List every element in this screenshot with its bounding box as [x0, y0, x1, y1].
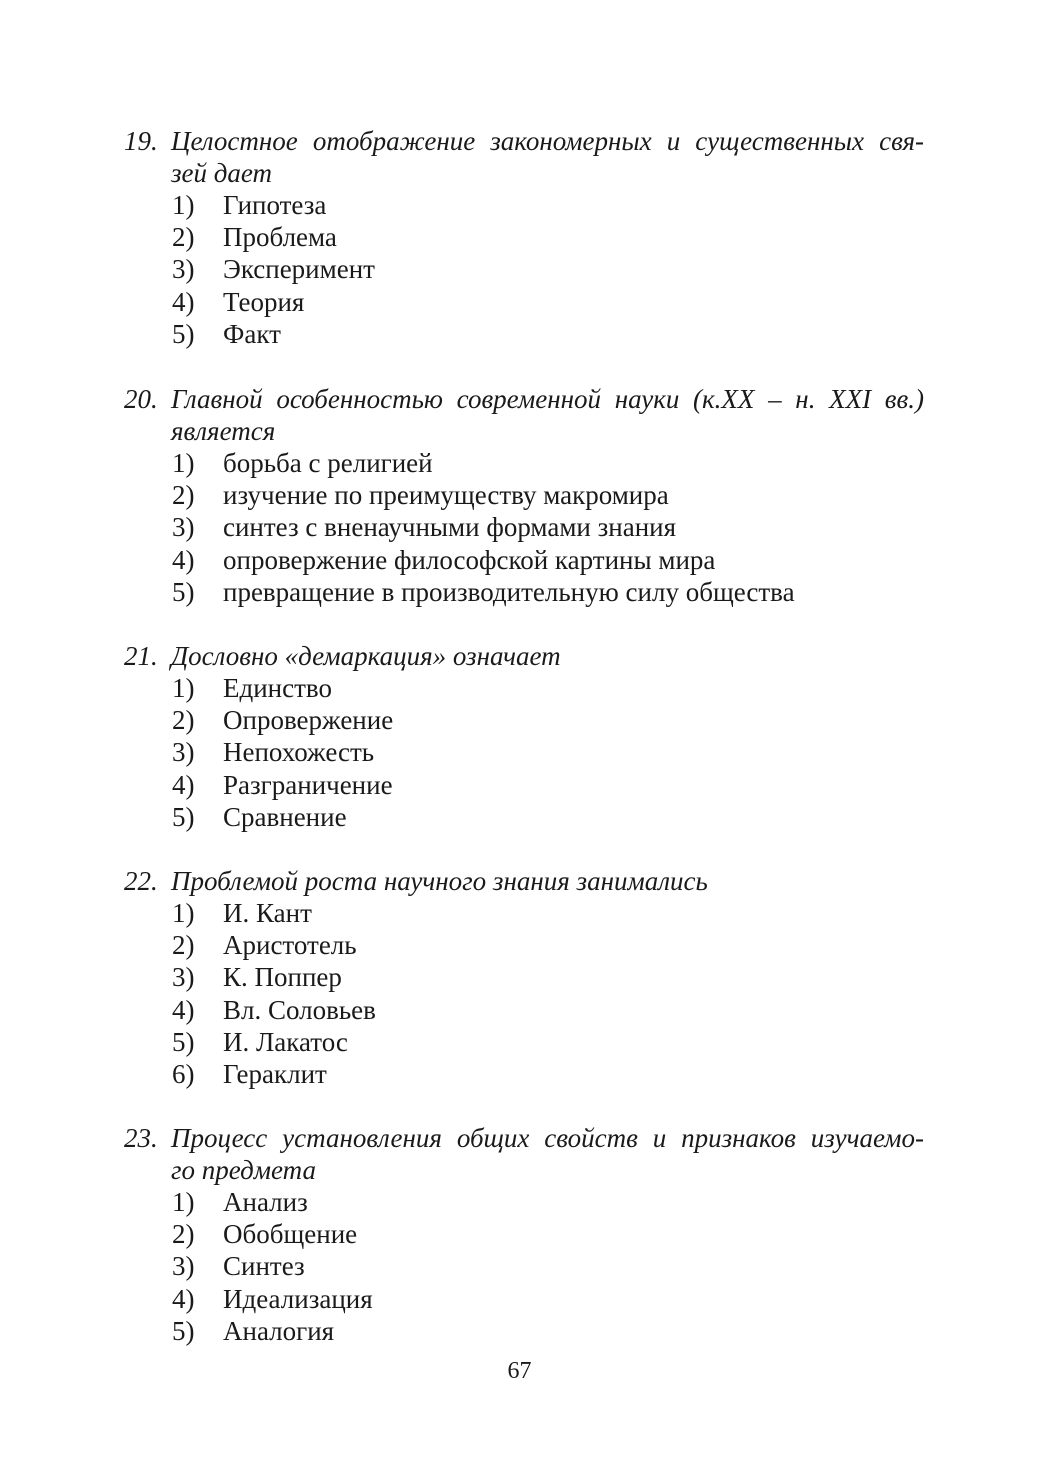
answer-options [124, 897, 924, 1090]
question-number: 22. [124, 866, 158, 896]
answer-option: 2) Проблема [172, 222, 337, 253]
question-20 [124, 383, 924, 608]
answer-option: 3) Синтез [172, 1251, 305, 1282]
question-line: Главной особенностью современной науки (к.XX – н. XXI вв.) [171, 384, 924, 414]
question-number: 20. [124, 384, 158, 414]
question-line: Дословно «демаркация» означает [171, 641, 561, 671]
question-line: Целостное отображение закономерных и существенных свя- [171, 126, 924, 156]
question-line: Проблемой роста научного знания занимались [171, 866, 708, 896]
question-19-text [124, 125, 924, 189]
question-number: 21. [124, 641, 158, 671]
answer-option: 5) превращение в производительную силу общества [172, 576, 795, 607]
question-22 [124, 865, 924, 1090]
question-number: 23. [124, 1123, 158, 1153]
answer-option: 5) Сравнение [172, 801, 347, 832]
answer-option: 2) Опровержение [172, 705, 394, 736]
answer-option: 1) Единство [172, 673, 332, 703]
answer-option: 3) синтез с вненаучными формами знания [172, 512, 677, 543]
answer-options [124, 189, 924, 350]
answer-option: 4) Вл. Соловьев [172, 994, 376, 1025]
question-20-text [124, 383, 924, 447]
question-21 [124, 640, 924, 833]
question-21-text [124, 640, 924, 672]
question-22-text [124, 865, 924, 897]
answer-option: 1) борьба с религией [172, 448, 433, 478]
question-23 [124, 1122, 924, 1347]
answer-option: 2) Аристотель [172, 930, 357, 961]
answer-option: 4) Теория [172, 286, 305, 317]
question-19 [124, 125, 924, 350]
question-number: 19. [124, 126, 158, 156]
answer-option: 3) К. Поппер [172, 962, 342, 993]
answer-options [124, 447, 924, 608]
answer-option: 5) Факт [172, 318, 281, 349]
question-line: Процесс установления общих свойств и признаков изучаемо- [171, 1123, 924, 1153]
answer-option: 6) Гераклит [172, 1059, 327, 1090]
answer-option: 1) И. Кант [172, 898, 312, 928]
question-line: зей дает [171, 158, 273, 188]
question-23-text [124, 1122, 924, 1186]
answer-option: 1) Гипотеза [172, 190, 327, 220]
question-line: является [171, 416, 276, 446]
answer-option: 2) изучение по преимуществу макромира [172, 480, 669, 511]
answer-options [124, 1186, 924, 1347]
answer-option: 3) Непохожесть [172, 737, 375, 768]
answer-option: 4) Разграничение [172, 769, 393, 800]
answer-option: 5) И. Лакатос [172, 1026, 348, 1057]
answer-option: 2) Обобщение [172, 1219, 358, 1250]
answer-options [124, 672, 924, 833]
answer-option: 4) Идеализация [172, 1283, 373, 1314]
answer-option: 3) Эксперимент [172, 254, 375, 285]
answer-option: 5) Аналогия [172, 1315, 335, 1346]
question-line: го предмета [171, 1155, 316, 1185]
answer-option: 4) опровержение философской картины мира [172, 544, 716, 575]
answer-option: 1) Анализ [172, 1187, 308, 1217]
page-number: 67 [507, 1358, 532, 1384]
